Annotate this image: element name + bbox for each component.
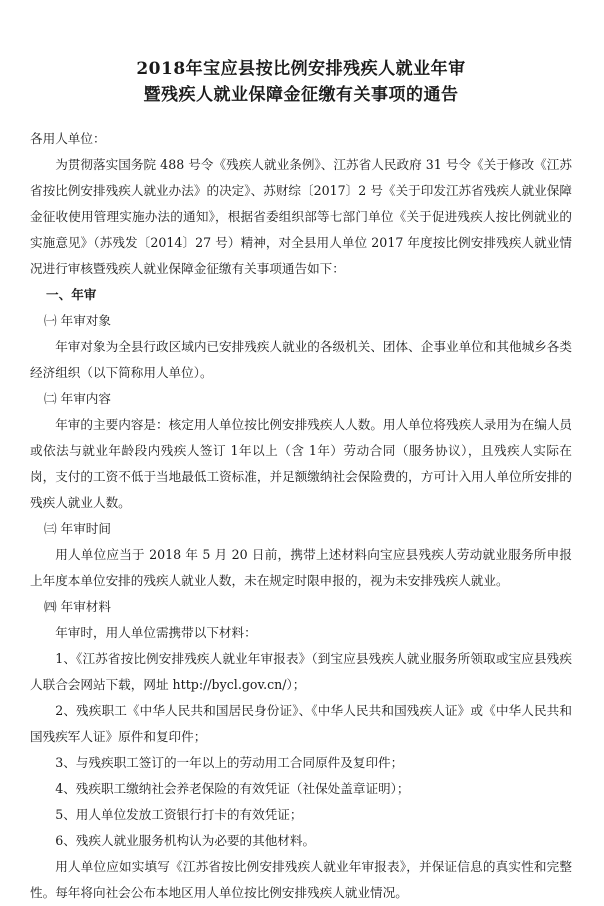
paragraph-review-time: 用人单位应当于 2018 年 5 月 20 日前，携带上述材料向宝应县残疾人劳动就业服务所申报上年度本单位安排的残疾人就业人数，未在规定时限申报的，视为未安排残疾人就业。: [30, 547, 572, 588]
materials-item-2: 2、残疾职工《中华人民共和国居民身份证》、《中华人民共和国残疾人证》或《中华人民共和国残疾军人证》原件和复印件；: [30, 703, 572, 744]
materials-item-5: 5、用人单位发放工资银行打卡的有效凭证；: [55, 807, 303, 822]
section-heading-annual-review: 一、年审: [46, 287, 97, 302]
salutation: 各用人单位：: [30, 131, 106, 146]
title-line-1: 2018年宝应县按比例安排残疾人就业年审: [136, 59, 466, 79]
document-body: [30, 126, 572, 906]
title-line-2: 暨残疾人就业保障金征缴有关事项的通告: [143, 85, 459, 105]
materials-item-1: 1、《江苏省按比例安排残疾人就业年审报表》（到宝应县残疾人就业服务所领取或宝应县残疾人联合会网站下载，网址 http://bycl.gov.cn/）；: [30, 651, 572, 692]
paragraph-review-content: 年审的主要内容是：核定用人单位按比例安排残疾人人数。用人单位将残疾人录用为在编人员或依法与就业年龄段内残疾人签订 1年以上（含 1年）劳动合同（服务协议），且残疾人实际在岗，支付的工资不低于当地最低工资标准，并足额缴纳社会保险费的，方可计入用人单位所安排的残疾人就业人数。: [30, 417, 572, 510]
intro-paragraph: 为贯彻落实国务院 488 号令《残疾人就业条例》、江苏省人民政府 31 号令《关于修改《江苏省按比例安排残疾人就业办法》的决定》、苏财综〔2017〕2 号《关于印发江苏省残疾人就业保障金征收使用管理实施办法的通知》，根据省委组织部等七部门单位《关于促进残疾人按比例就业的实施意见》（苏残发〔2014〕27 号）精神，对全县用人单位 2017 年度按比例安排残疾人就业情况进行审核暨残疾人就业保障金征缴有关事项通告如下：: [30, 157, 572, 276]
materials-item-4: 4、残疾职工缴纳社会养老保险的有效凭证（社保处盖章证明）；: [55, 781, 410, 796]
subheading-review-materials: ㈣ 年审材料: [44, 599, 111, 614]
paragraph-review-target: 年审对象为全县行政区域内已安排残疾人就业的各级机关、团体、企事业单位和其他城乡各类经济组织（以下简称用人单位）。: [30, 339, 572, 380]
subheading-review-target: ㈠ 年审对象: [44, 313, 111, 328]
subheading-review-time: ㈢ 年审时间: [44, 521, 111, 536]
document-title: [30, 0, 572, 108]
materials-item-3: 3、与残疾职工签订的一年以上的劳动用工合同原件及复印件；: [55, 755, 404, 770]
materials-closing: 用人单位应如实填写《江苏省按比例安排残疾人就业年审报表》，并保证信息的真实性和完整性。每年将向社会公布本地区用人单位按比例安排残疾人就业情况。: [30, 859, 572, 900]
subheading-review-content: ㈡ 年审内容: [44, 391, 111, 406]
materials-lead: 年审时，用人单位需携带以下材料：: [55, 625, 257, 640]
materials-item-6: 6、残疾人就业服务机构认为必要的其他材料。: [55, 833, 316, 848]
